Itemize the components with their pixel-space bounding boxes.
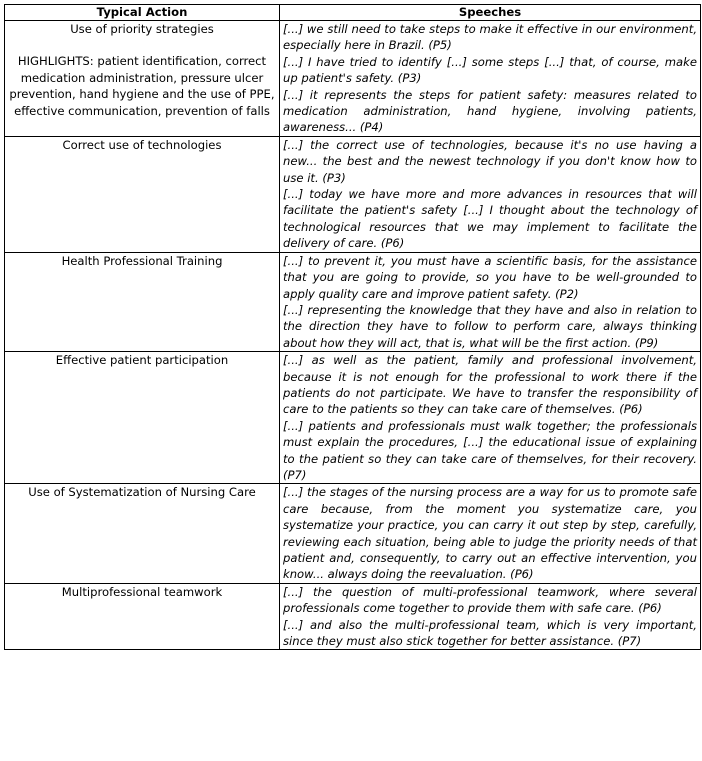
speech-quote: [...] to prevent it, you must have a scientific basis, for the assistance that you are going to provide, so you have to be well-grounded to apply quality care and improve patient safety. (P2) — [283, 253, 697, 301]
speech-quote: [...] I have tried to identify [...] some steps [...] that, of course, make up patient's safety. (P3) — [283, 54, 697, 86]
action-cell — [5, 583, 280, 650]
action-cell — [5, 352, 280, 484]
table-row — [5, 21, 701, 137]
speeches-cell — [280, 352, 701, 484]
action-label: Use of priority strategies — [70, 22, 214, 36]
action-cell — [5, 21, 280, 137]
speeches-cell — [280, 252, 701, 351]
header-speeches: Speeches — [280, 5, 701, 21]
action-label: Health Professional Training — [61, 253, 223, 268]
speech-quote: [...] patients and professionals must walk together; the professionals must explain the procedures, [...] the educational issue of explaining to the patient so they can take care of themselves, for their recovery. (P7) — [283, 418, 697, 482]
speeches-cell — [280, 136, 701, 252]
header-row — [5, 5, 701, 21]
table-row — [5, 136, 701, 252]
header-typical-action: Typical Action — [5, 5, 280, 21]
highlights-text: HIGHLIGHTS: patient identification, correct medication administration, pressure ulcer prevention, hand hygiene and the use of PPE, effective communication, prevention of falls — [9, 54, 275, 118]
speech-quote: [...] the question of multi-professional teamwork, where several professionals come together to provide them with safe care. (P6) — [283, 584, 697, 616]
action-label: Multiprofessional teamwork — [61, 584, 223, 599]
speech-quote: [...] the stages of the nursing process are a way for us to promote safe care because, from the moment you systematize care, you systematize your practice, you can carry it out step by step, carefully, reviewing each situation, being able to judge the priority needs of that patient and, consequently, to carry out an effective intervention, you know... always doing the reevaluation. (P6) — [283, 485, 697, 582]
speech-quote: [...] as well as the patient, family and professional involvement, because it is not enough for the professional to work there if the patients do not participate. We have to transfer the responsibility of care to the patients so they can take care of themselves. (P6) — [283, 353, 697, 417]
speech-quote: [...] we still need to take steps to make it effective in our environment, especially here in Brazil. (P5) — [283, 22, 697, 53]
action-cell — [5, 484, 280, 583]
speech-quote: [...] today we have more and more advances in resources that will facilitate the patient's safety [...] I thought about the technology of technological resources that we may implement to facilitate the delivery of care. (P6) — [283, 187, 697, 251]
speech-quote: [...] and also the multi-professional team, which is very important, since they must also stick together for better assistance. (P7) — [283, 617, 697, 649]
action-cell — [5, 136, 280, 252]
speech-quote: [...] it represents the steps for patient safety: measures related to medication administration, hand hygiene, involving patients, awareness... (P4) — [283, 87, 697, 135]
action-label: Effective patient participation — [55, 353, 229, 368]
actions-speeches-table — [4, 4, 701, 650]
speech-quote: [...] representing the knowledge that they have and also in relation to the direction they have to follow to perform care, always thinking about how they will act, that is, what will be the first action. (P9) — [283, 302, 697, 350]
speeches-cell — [280, 484, 701, 583]
table-row — [5, 484, 701, 583]
action-label: Use of Systematization of Nursing Care — [28, 485, 256, 500]
speeches-cell — [280, 583, 701, 650]
action-cell — [5, 252, 280, 351]
table-row — [5, 252, 701, 351]
table-row — [5, 583, 701, 650]
table-row — [5, 352, 701, 484]
speech-quote: [...] the correct use of technologies, because it's no use having a new... the best and the newest technology if you don't know how to use it. (P3) — [283, 137, 697, 185]
action-label: Correct use of technologies — [62, 137, 222, 152]
speeches-cell — [280, 21, 701, 137]
